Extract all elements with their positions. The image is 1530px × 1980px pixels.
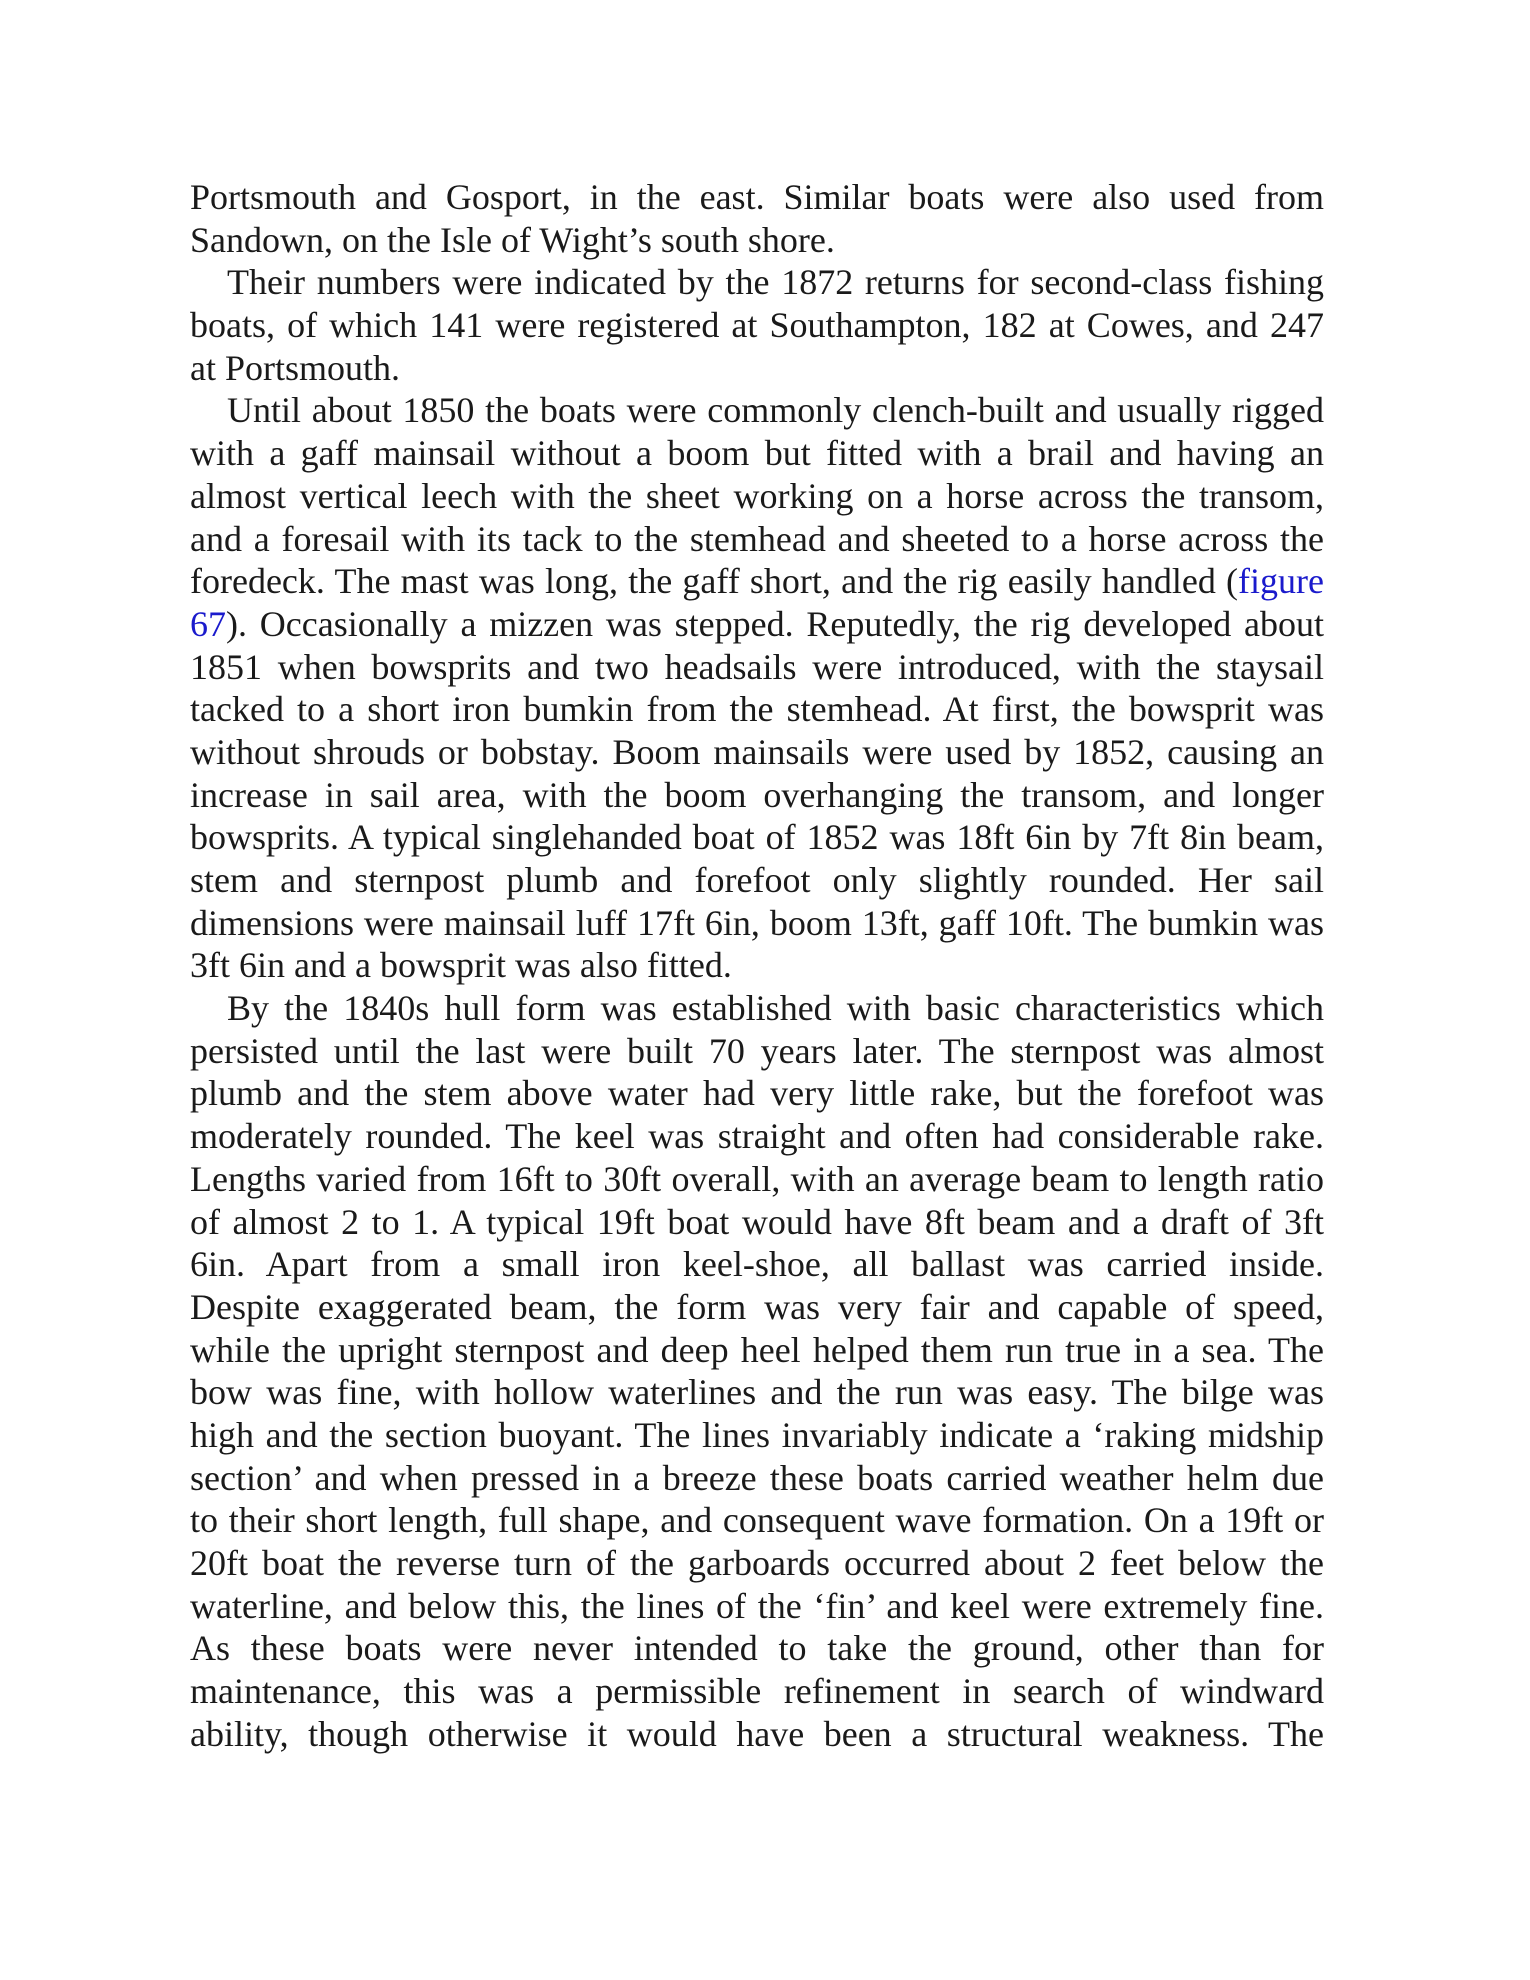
text-segment: persisted until the last were built 70 years later. The sternpost was almost (190, 1030, 1324, 1071)
text-line-content (190, 518, 1324, 561)
paragraph (190, 987, 1324, 1755)
text-line-content (190, 304, 1324, 347)
text-line-content (190, 1329, 1324, 1372)
figure-67-link[interactable]: figure (1238, 561, 1324, 602)
text-line (190, 1072, 1324, 1115)
text-line-content (190, 1713, 1324, 1756)
text-line (190, 1115, 1324, 1158)
text-segment: By the 1840s hull form was established with basic characteristics which (227, 988, 1324, 1029)
text-segment: As these boats were never intended to take the ground, other than for (190, 1628, 1324, 1669)
text-segment: dimensions were mainsail luff 17ft 6in, boom 13ft, gaff 10ft. The bumkin was (190, 902, 1324, 943)
text-line (190, 1713, 1324, 1756)
text-segment: 3ft 6in and a bowsprit was also fitted. (190, 945, 732, 986)
text-segment: with a gaff mainsail without a boom but fitted with a brail and having an (190, 433, 1324, 474)
text-segment: section’ and when pressed in a breeze these boats carried weather helm due (190, 1457, 1324, 1498)
text-line (190, 1158, 1324, 1201)
text-line-content (190, 731, 1324, 774)
text-segment: waterline, and below this, the lines of the ‘fin’ and keel were extremely fine. (190, 1585, 1324, 1626)
text-line (190, 1329, 1324, 1372)
text-line (190, 731, 1324, 774)
text-line (190, 1030, 1324, 1073)
text-line (190, 1243, 1324, 1286)
text-line-content (190, 1158, 1324, 1201)
text-line (190, 347, 1324, 390)
text-line-content (190, 688, 1324, 731)
text-line-content (190, 560, 1324, 603)
text-line-content (190, 902, 1324, 945)
text-line (190, 1414, 1324, 1457)
text-segment: maintenance, this was a permissible refinement in search of windward (190, 1671, 1324, 1712)
text-segment: foredeck. The mast was long, the gaff short, and the rig easily handled ( (190, 561, 1239, 602)
text-line-content (190, 646, 1324, 689)
text-line-content (190, 1286, 1324, 1329)
text-line-content (190, 1627, 1324, 1670)
text-line-content (190, 1371, 1324, 1414)
paragraph (190, 261, 1324, 389)
text-segment: at Portsmouth. (190, 347, 401, 388)
text-segment: without shrouds or bobstay. Boom mainsails were used by 1852, causing an (190, 731, 1324, 772)
text-line (190, 1627, 1324, 1670)
text-segment: bowsprits. A typical singlehanded boat of 1852 was 18ft 6in by 7ft 8in beam, (190, 817, 1324, 858)
text-line (190, 1542, 1324, 1585)
text-line-content (190, 1414, 1324, 1457)
text-segment: increase in sail area, with the boom overhanging the transom, and longer (190, 774, 1324, 815)
text-line (190, 304, 1324, 347)
text-segment: while the upright sternpost and deep heel helped them run true in a sea. The (190, 1329, 1324, 1370)
text-line-content (190, 475, 1324, 518)
text-line (190, 1457, 1324, 1500)
text-line-content (190, 1243, 1324, 1286)
text-line (190, 475, 1324, 518)
document-page (190, 176, 1324, 1755)
text-line-content (190, 347, 400, 390)
text-line (190, 1201, 1324, 1244)
text-line-content (190, 432, 1324, 475)
text-line (190, 560, 1324, 603)
text-line-content (190, 774, 1324, 817)
text-line (190, 944, 1324, 987)
text-line-content (190, 1670, 1324, 1713)
text-line-content (190, 603, 1324, 646)
text-line-content (190, 1115, 1324, 1158)
text-segment: of almost 2 to 1. A typical 19ft boat would have 8ft beam and a draft of 3ft (190, 1201, 1324, 1242)
text-line (190, 219, 1324, 262)
text-segment: 20ft boat the reverse turn of the garboards occurred about 2 feet below the (190, 1543, 1324, 1583)
text-line (190, 1286, 1324, 1329)
text-line-content (190, 987, 1324, 1030)
text-segment: moderately rounded. The keel was straight and often had considerable rake. (190, 1116, 1324, 1157)
text-segment: boats, of which 141 were registered at Southampton, 182 at Cowes, and 247 (190, 305, 1324, 346)
text-line (190, 603, 1324, 646)
text-line (190, 987, 1324, 1030)
text-line-content (190, 389, 1324, 432)
text-line-content (190, 859, 1324, 902)
text-line-content (190, 1457, 1324, 1500)
figure-67-link[interactable]: 67 (190, 603, 226, 644)
text-line-content (190, 1030, 1324, 1073)
text-segment: stem and sternpost plumb and forefoot only slightly rounded. Her sail (190, 860, 1324, 900)
text-line-content (190, 1201, 1324, 1244)
text-segment: ability, though otherwise it would have been a structural weakness. The (190, 1713, 1324, 1754)
text-line-content (190, 816, 1324, 859)
text-line (190, 816, 1324, 859)
text-line (190, 1371, 1324, 1414)
text-segment: bow was fine, with hollow waterlines and the run was easy. The bilge was (190, 1372, 1324, 1413)
text-segment: Until about 1850 the boats were commonly clench-built and usually rigged (227, 390, 1324, 431)
text-line-content (190, 176, 1324, 219)
text-line-content (190, 219, 835, 262)
paragraph (190, 389, 1324, 987)
text-segment: and a foresail with its tack to the stemhead and sheeted to a horse across the (190, 518, 1324, 559)
text-line (190, 432, 1324, 475)
text-segment: Portsmouth and Gosport, in the east. Similar boats were also used from (190, 177, 1324, 217)
text-line (190, 261, 1324, 304)
text-segment: almost vertical leech with the sheet working on a horse across the transom, (190, 475, 1324, 516)
text-line (190, 859, 1324, 902)
text-segment: Lengths varied from 16ft to 30ft overall, with an average beam to length ratio (190, 1158, 1324, 1199)
text-segment: to their short length, full shape, and consequent wave formation. On a 19ft or (190, 1500, 1324, 1541)
text-segment: high and the section buoyant. The lines invariably indicate a ‘raking midship (190, 1414, 1324, 1455)
text-line (190, 1499, 1324, 1542)
text-line (190, 1585, 1324, 1628)
text-line (190, 774, 1324, 817)
text-line (190, 902, 1324, 945)
text-segment: Sandown, on the Isle of Wight’s south shore. (190, 219, 835, 260)
text-line-content (190, 1585, 1324, 1628)
text-segment: Their numbers were indicated by the 1872 returns for second-class fishing (227, 262, 1324, 303)
text-line (190, 688, 1324, 731)
text-segment: ). Occasionally a mizzen was stepped. Reputedly, the rig developed about (226, 603, 1324, 644)
text-segment: plumb and the stem above water had very little rake, but the forefoot was (190, 1073, 1324, 1114)
text-segment: 6in. Apart from a small iron keel-shoe, all ballast was carried inside. (190, 1244, 1324, 1285)
text-line-content (190, 1072, 1324, 1115)
text-line (190, 389, 1324, 432)
text-segment: 1851 when bowsprits and two headsails were introduced, with the staysail (190, 646, 1324, 687)
text-line-content (190, 1499, 1324, 1542)
text-line-content (190, 261, 1324, 304)
text-line (190, 518, 1324, 561)
text-segment: Despite exaggerated beam, the form was very fair and capable of speed, (190, 1286, 1324, 1327)
text-line-content (190, 944, 732, 987)
text-line-content (190, 1542, 1324, 1585)
text-line (190, 1670, 1324, 1713)
paragraph (190, 176, 1324, 261)
text-segment: tacked to a short iron bumkin from the stemhead. At first, the bowsprit was (190, 689, 1324, 730)
text-line (190, 176, 1324, 219)
text-line (190, 646, 1324, 689)
